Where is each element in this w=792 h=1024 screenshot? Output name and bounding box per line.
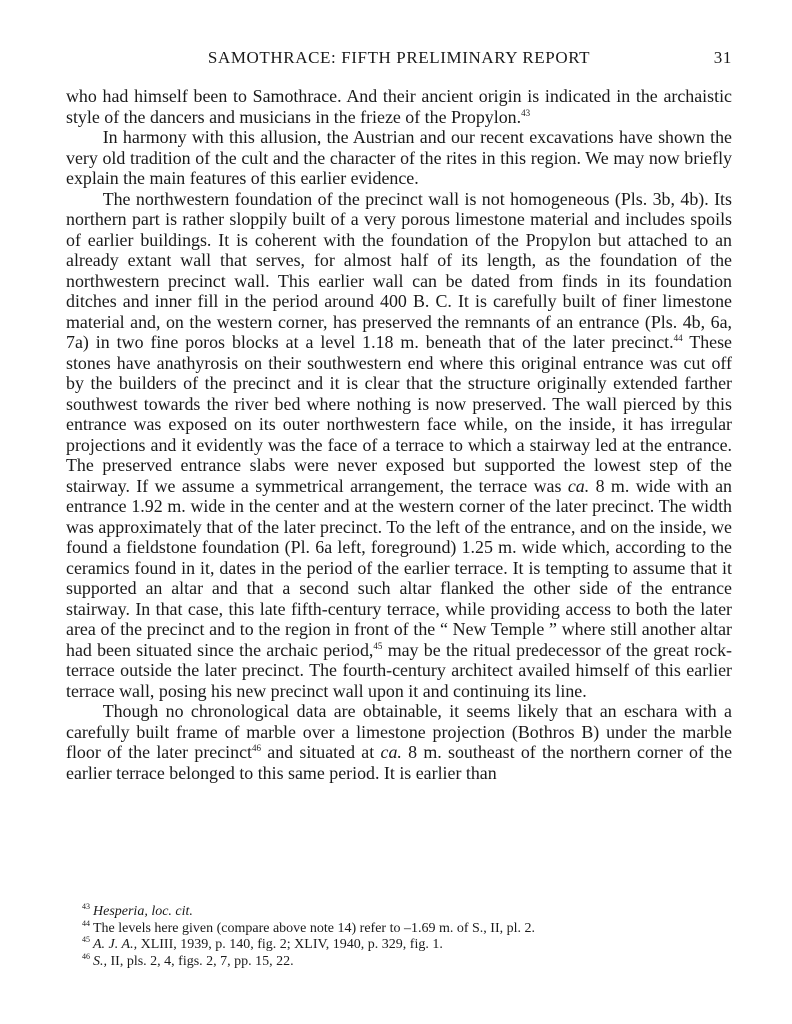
paragraph bbox=[66, 189, 732, 702]
text-run: 8 m. southeast of the northern corner of the earlier terrace belonged to this same period. It is earlier than bbox=[66, 742, 733, 783]
text-run: 8 m. wide with an entrance 1.92 m. wide in the center and at the western corner of the later precinct. The width was approximately that of the later precinct. To the left of the entrance, and on the inside, we found a fieldstone foundation (Pl. 6a left, foreground) 1.25 m. wide which, according to the ceramics found in it, dates in the period of the earlier terrace. It is tempting to assume that it supported an altar and that a second such altar flanked the other side of the entrance stairway. In that case, this late fifth-century terrace, while providing access to both the later area of the precinct and to the region in front of the “ New Temple ” where still another altar had been situated since the archaic period, bbox=[66, 475, 732, 660]
text-run: It is carefully built of finer limestone material and, on the western corner, has preserved the remnants of an entrance (Pls. 4b, 6a, 7a) in two fine poros blocks at a level 1.18 m. beneath that of the later precinct. bbox=[66, 291, 732, 352]
footnote bbox=[66, 951, 732, 971]
footnote-ref: 45 bbox=[373, 640, 383, 651]
footnote-text: XLIII, 1939, p. 140, fig. 2; XLIV, 1940, p. 329, fig. 1. bbox=[140, 937, 443, 952]
text-run: and situated at bbox=[267, 742, 375, 762]
footnote bbox=[66, 904, 732, 921]
footnote-text: II, pls. 2, 4, figs. 2, 7, pp. 15, 22. bbox=[110, 953, 294, 969]
text-run: These stones have anathyrosis on their southwestern end where this original entrance was cut off by the builders of the precinct and it is clear that the structure originally extended farther southwest towards the river bed where nothing is now preserved. The wall pierced by this entrance was exposed on its outer northwestern face while, on the inside, it has irregular projections and it evidently was the face of a terrace to which a stairway led at the entrance. The preserved entrance slabs were never exposed but supported the lowest step of the stairway. If we assume a symmetrical arrangement, the terrace was bbox=[66, 332, 732, 496]
footnote-text: The levels here given (compare above note 14) refer to –1.69 m. of S., II, pl. 2. bbox=[93, 920, 536, 936]
text-run: may be the ritual predecessor of the great rock-terrace outside the later precinct. The fourth-century architect availed himself of this earlier terrace wall, posing his new precinct wall upon it and continuing its line. bbox=[66, 639, 732, 701]
text-run: The northwestern foundation of the precinct wall is not homogeneous (Pls. 3b, 4b). Its northern part is rather sloppily built of a very porous limestone material and includes spoils of earlier buildings. It is coherent with the foundation of the Propylon but attached to an already extant wall that serves, for almost half of its length, as the foundation of the northwestern precinct wall. This earlier wall can be dated from finds in its foundation ditches and inner fill in the period around 400 bbox=[66, 188, 732, 311]
paragraph bbox=[66, 701, 732, 783]
page-number: 31 bbox=[713, 48, 732, 67]
text-run: In harmony with this allusion, the Austrian and our recent excavations have shown the very old tradition of the cult and the character of the rites in this region. We may now briefly explain the main features of this earlier evidence. bbox=[66, 127, 732, 188]
footnotes bbox=[66, 904, 732, 970]
footnote-italic: Hesperia, loc. cit. bbox=[93, 904, 193, 919]
footnote-ref: 46 bbox=[252, 743, 261, 754]
footnote-ref: 43 bbox=[521, 107, 531, 118]
text-run: who had himself been to Samothrace. And their ancient origin is indicated in the archaistic style of the dancers and musicians in the frieze of the Propylon. bbox=[66, 86, 732, 127]
paragraph bbox=[66, 86, 732, 127]
italic-run: ca. bbox=[567, 475, 590, 496]
page-header bbox=[66, 48, 732, 74]
footnote-ref: 44 bbox=[673, 333, 683, 344]
running-head: SAMOTHRACE: FIFTH PRELIMINARY REPORT bbox=[207, 48, 591, 67]
footnote-italic: S., bbox=[93, 953, 107, 969]
footnote-italic: A. J. A., bbox=[93, 937, 138, 952]
footnote bbox=[66, 937, 732, 954]
paragraph bbox=[66, 127, 732, 189]
footnote-number: 44 bbox=[82, 918, 90, 928]
italic-run: ca. bbox=[380, 742, 402, 762]
body-text bbox=[66, 86, 732, 783]
footnote bbox=[66, 918, 732, 938]
text-run: Though no chronological data are obtainable, it seems likely that an eschara with a carefully built frame of marble over a limestone projection (Bothros B) under the marble floor of the later precinct bbox=[66, 701, 732, 762]
era-abbreviation: B. C. bbox=[412, 291, 452, 311]
footnote-number: 43 bbox=[82, 902, 90, 912]
footnote-number: 46 bbox=[82, 951, 90, 961]
footnote-number: 45 bbox=[82, 935, 90, 945]
